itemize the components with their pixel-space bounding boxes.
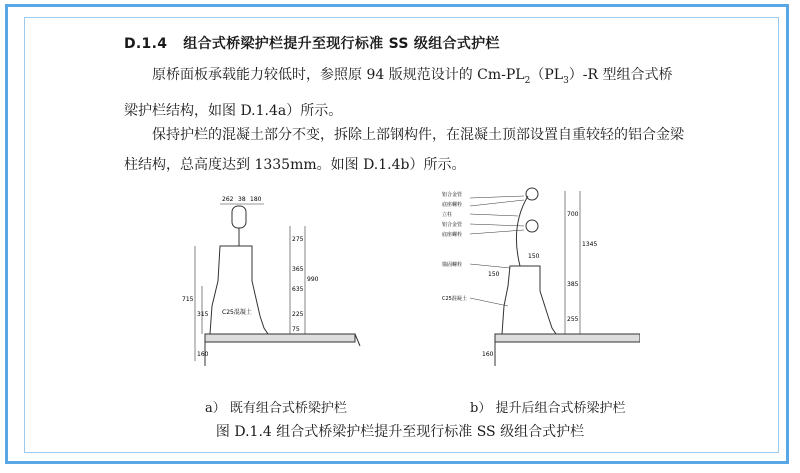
upper-aluminum-tube <box>526 188 538 200</box>
dim-top-2: 38 <box>238 196 246 203</box>
dim-b-left-2: 160 <box>482 351 494 358</box>
section-title: 组合式桥梁护栏提升至现行标准 SS 级组合式护栏 <box>183 36 500 52</box>
dim-right-6: 75 <box>292 326 300 333</box>
drawing-existing-guardrail <box>160 186 390 376</box>
dim-b-right-1: 700 <box>567 211 579 218</box>
label-b-7: C25混凝土 <box>442 296 467 302</box>
label-b-4: 铝合金管 <box>442 222 463 228</box>
dim-right-2: 365 <box>292 266 304 273</box>
label-b-6: 锚固螺栓 <box>442 262 463 268</box>
dim-top-1: 262 <box>222 196 234 203</box>
lower-aluminum-tube <box>526 220 538 232</box>
label-b-1: 铝合金管 <box>442 192 463 198</box>
deck-slab <box>205 334 355 342</box>
dim-left-1: 715 <box>182 296 194 303</box>
paragraph-1-text-c: ）-R 型组合式桥梁护栏结构，如图 D.1.4a）所示。 <box>124 67 673 119</box>
dim-b-left-1: 150 <box>488 271 500 278</box>
top-rail <box>232 206 246 228</box>
dim-b-right-3: 385 <box>567 281 579 288</box>
label-b-3: 立柱 <box>442 212 453 218</box>
paragraph-1-text-a: 原桥面板承载能力较低时，参照原 94 版规范设计的 Cm-PL <box>152 67 525 83</box>
dim-left-3: 160 <box>197 351 209 358</box>
paragraph-1 <box>124 60 684 126</box>
aluminum-post <box>516 196 528 266</box>
concrete-parapet <box>210 246 268 334</box>
section-heading <box>124 33 500 53</box>
caption-b: b） 提升后组合式桥梁护栏 <box>470 401 626 416</box>
subscript-2: 2 <box>524 75 531 86</box>
drawing-upgraded-guardrail <box>440 186 640 376</box>
dim-top-3: 180 <box>250 196 262 203</box>
dim-right-1: 275 <box>292 236 304 243</box>
dim-b-right-2: 1345 <box>582 241 598 248</box>
dim-right-4: 990 <box>307 276 319 283</box>
dim-left-2: 315 <box>197 311 209 318</box>
dim-b-top: 150 <box>528 253 540 260</box>
section-number: D.1.4 <box>124 36 168 52</box>
label-b-2: 底座螺栓 <box>442 202 463 208</box>
dim-right-5: 225 <box>292 311 304 318</box>
label-b-5: 底座螺栓 <box>442 232 463 238</box>
subscript-3: 3 <box>563 75 569 86</box>
deck-slab-b <box>495 334 640 342</box>
dim-right-3: 635 <box>292 286 304 293</box>
concrete-label-a: C25混凝土 <box>222 309 252 316</box>
paragraph-2: 保持护栏的混凝土部分不变，拆除上部钢构件，在混凝土顶部设置自重较轻的铝合金梁柱结构，总高度达到 1335mm。如图 D.1.4b）所示。 <box>124 127 684 173</box>
figure-title: 图 D.1.4 组合式桥梁护栏提升至现行标准 SS 级组合式护栏 <box>215 424 585 440</box>
paragraph-1-text-b: （PL <box>530 67 564 83</box>
concrete-parapet-b <box>502 266 556 334</box>
caption-a: a） 既有组合式桥梁护栏 <box>205 401 347 416</box>
dim-b-right-4: 255 <box>567 316 579 323</box>
